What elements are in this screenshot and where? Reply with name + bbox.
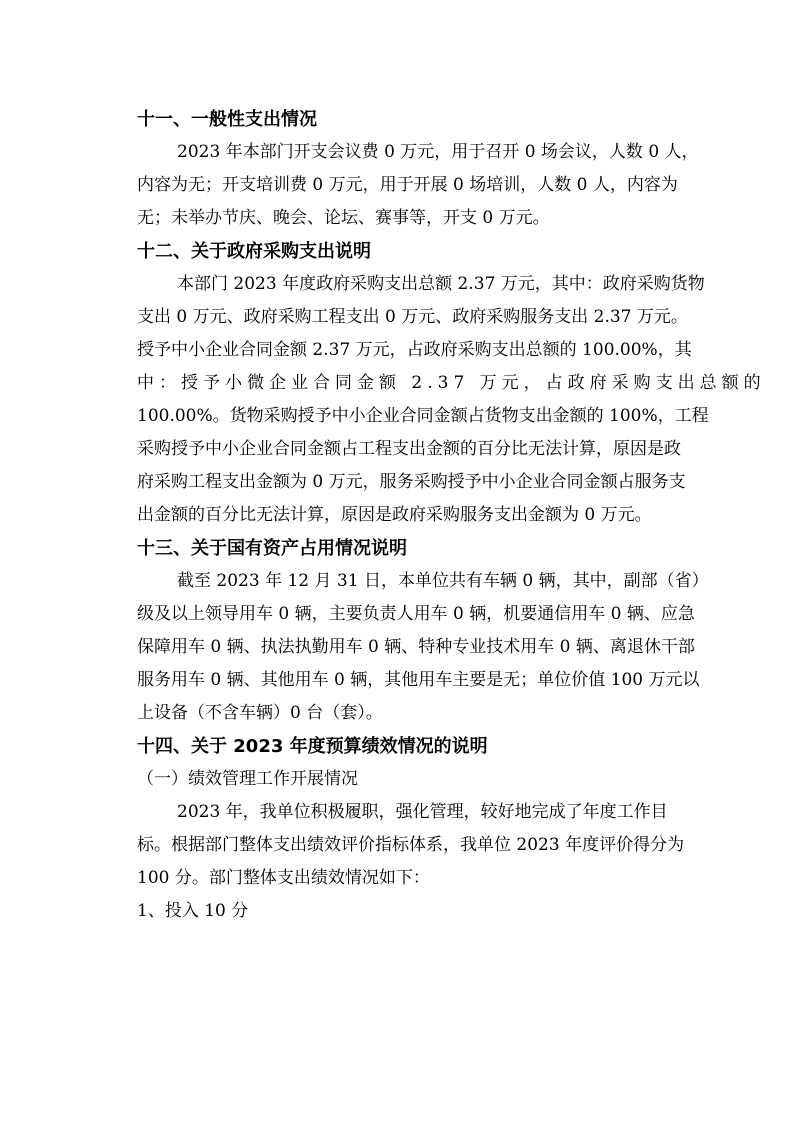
section-12-line: 支出 0 万元、政府采购工程支出 0 万元、政府采购服务支出 2.37 万元。 [137, 307, 688, 327]
section-13-line: 级及以上领导用车 0 辆，主要负责人用车 0 辆，机要通信用车 0 辆、应急 [137, 604, 695, 624]
section-12-paragraph [97, 268, 766, 532]
section-14-item-1: 1、投入 10 分 [137, 901, 249, 921]
section-14-line: 100 分。部门整体支出绩效情况如下： [137, 868, 430, 888]
section-13-line: 截至 2023 年 12 月 31 日，本单位共有车辆 0 辆，其中，副部（省） [177, 571, 709, 591]
section-11-line: 无；未举办节庆、晚会、论坛、赛事等，开支 0 万元。 [137, 208, 550, 228]
section-11-line: 2023 年本部门开支会议费 0 万元，用于召开 0 场会议，人数 0 人， [177, 142, 699, 162]
section-13-paragraph [97, 565, 709, 730]
section-11-heading: 十一、一般性支出情况 [137, 109, 317, 130]
section-12-line: 100.00%。货物采购授予中小企业合同金额占货物支出金额的 100%，工程 [137, 406, 709, 426]
section-12-line: 本部门 2023 年度政府采购支出总额 2.37 万元，其中：政府采购货物 [177, 274, 705, 294]
section-12-line: 授予中小企业合同金额 2.37 万元，占政府采购支出总额的 100.00%，其 [137, 340, 692, 360]
section-11-paragraph [97, 136, 697, 235]
section-14-line: 标。根据部门整体支出绩效评价指标体系，我单位 2023 年度评价得分为 [137, 835, 685, 855]
section-13-line: 保障用车 0 辆、执法执勤用车 0 辆、特种专业技术用车 0 辆、离退休干部 [137, 637, 695, 657]
section-11-line: 内容为无；开支培训费 0 万元，用于开展 0 场培训，人数 0 人，内容为 [137, 175, 678, 195]
section-13-line: 上设备（不含车辆）0 台（套）。 [137, 703, 383, 723]
document-page [97, 103, 766, 928]
section-13-heading: 十三、关于国有资产占用情况说明 [137, 538, 407, 559]
section-12-line: 中：授予小微企业合同金额 2.37 万元，占政府采购支出总额的 [137, 373, 766, 393]
section-13-line: 服务用车 0 辆、其他用车 0 辆，其他用车主要是无；单位价值 100 万元以 [137, 670, 700, 690]
section-12-line: 府采购工程支出金额为 0 万元，服务采购授予中小企业合同金额占服务支 [137, 472, 686, 492]
section-12-heading: 十二、关于政府采购支出说明 [137, 241, 371, 262]
section-12-line: 采购授予中小企业合同金额占工程支出金额的百分比无法计算，原因是政 [137, 439, 681, 459]
section-14-heading: 十四、关于 2023 年度预算绩效情况的说明 [137, 736, 488, 757]
section-14-subheading: （一）绩效管理工作开展情况 [137, 769, 358, 789]
section-12-line: 出金额的百分比无法计算，原因是政府采购服务支出金额为 0 万元。 [137, 505, 652, 525]
section-14-line: 2023 年，我单位积极履职，强化管理，较好地完成了年度工作目 [177, 802, 668, 822]
section-14-paragraph [97, 796, 697, 895]
